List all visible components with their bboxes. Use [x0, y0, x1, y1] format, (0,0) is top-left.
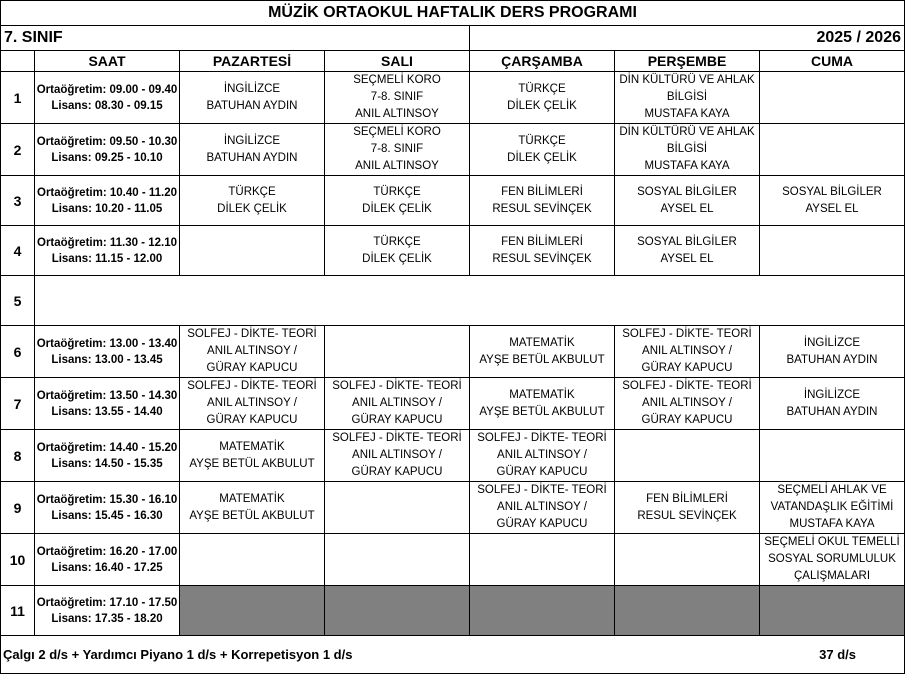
time-ortaogretim: Ortaöğretim: 13.50 - 14.30	[36, 389, 178, 402]
lesson-line: MUSTAFA KAYA	[644, 108, 730, 120]
period-number: 3	[1, 176, 35, 226]
lesson-line: GÜRAY KAPUCU	[351, 414, 443, 426]
lesson-cell-persembe	[615, 176, 760, 226]
period-time	[35, 534, 180, 586]
table-row	[1, 586, 905, 636]
lesson-cell-carsamba	[470, 326, 615, 378]
lesson-line: VATANDAŞLIK EĞİTİMİ	[770, 501, 894, 513]
lesson-line: MATEMATİK	[219, 440, 285, 453]
lesson-cell-cuma	[760, 226, 905, 276]
period-number: 4	[1, 226, 35, 276]
table-row	[1, 124, 905, 176]
lesson-line: ANIL ALTINSOY /	[497, 501, 587, 513]
lesson-line: GÜRAY KAPUCU	[496, 466, 588, 478]
lesson-cell-cuma	[760, 430, 905, 482]
time-lisans: Lisans: 15.45 - 16.30	[51, 509, 163, 522]
lesson-line: AYŞE BETÜL AKBULUT	[479, 405, 605, 418]
lesson-line: TÜRKÇE	[373, 185, 421, 198]
period-number: 5	[1, 276, 35, 326]
lesson-cell-persembe	[615, 378, 760, 430]
lesson-line: GÜRAY KAPUCU	[351, 466, 443, 478]
lesson-line: MUSTAFA KAYA	[644, 160, 730, 172]
lesson-line: MATEMATİK	[219, 492, 285, 505]
lesson-cell-persembe	[615, 72, 760, 124]
time-lisans: Lisans: 13.55 - 14.40	[51, 405, 163, 418]
lesson-cell-cuma	[760, 482, 905, 534]
lesson-line: GÜRAY KAPUCU	[206, 362, 298, 374]
lesson-line: GÜRAY KAPUCU	[641, 362, 733, 374]
lesson-cell-sali	[325, 534, 470, 586]
time-ortaogretim: Ortaöğretim: 14.40 - 15.20	[36, 441, 178, 454]
lesson-line: AYŞE BETÜL AKBULUT	[479, 353, 605, 366]
time-lisans: Lisans: 08.30 - 09.15	[51, 99, 163, 112]
lesson-cell-cuma	[760, 326, 905, 378]
lesson-line: SOLFEJ - DİKTE- TEORİ	[187, 380, 317, 392]
lesson-line: ANIL ALTINSOY /	[352, 397, 442, 409]
lesson-line: SEÇMELİ OKUL TEMELLİ	[764, 536, 900, 548]
time-lisans: Lisans: 13.00 - 13.45	[51, 353, 163, 366]
lesson-cell-pazartesi	[180, 430, 325, 482]
lesson-cell-cuma	[760, 534, 905, 586]
lesson-cell-sali	[325, 430, 470, 482]
lesson-line: ANIL ALTINSOY /	[642, 345, 732, 357]
lesson-line: SOSYAL BİLGİLER	[637, 185, 737, 198]
lesson-cell-sali	[325, 226, 470, 276]
lesson-cell-carsamba	[470, 534, 615, 586]
lesson-cell-pazartesi	[180, 176, 325, 226]
header-persembe: PERŞEMBE	[615, 51, 760, 72]
period-time	[35, 378, 180, 430]
lesson-line: BİLGİSİ	[666, 91, 708, 103]
lesson-line: GÜRAY KAPUCU	[641, 414, 733, 426]
table-row	[1, 326, 905, 378]
lesson-line: SOLFEJ - DİKTE- TEORİ	[622, 380, 752, 392]
lesson-cell-cuma	[760, 586, 905, 636]
lesson-cell-carsamba	[470, 124, 615, 176]
period-number: 2	[1, 124, 35, 176]
header-sali: SALI	[325, 51, 470, 72]
lesson-cell-pazartesi	[180, 124, 325, 176]
lesson-line: SOLFEJ - DİKTE- TEORİ	[187, 328, 317, 340]
lesson-line: RESUL SEVİNÇEK	[637, 509, 737, 522]
lesson-line: FEN BİLİMLERİ	[501, 185, 583, 198]
lesson-line: DİLEK ÇELİK	[507, 151, 577, 164]
lesson-line: BATUHAN AYDIN	[206, 99, 298, 112]
table-row	[1, 534, 905, 586]
lesson-cell-cuma	[760, 124, 905, 176]
lesson-cell-pazartesi	[180, 226, 325, 276]
lesson-line: TÜRKÇE	[518, 134, 566, 147]
lesson-line: TÜRKÇE	[228, 185, 276, 198]
lesson-line: 7-8. SINIF	[370, 91, 424, 103]
lesson-line: SOSYAL BİLGİLER	[782, 185, 882, 198]
table-row	[1, 226, 905, 276]
lesson-cell-sali	[325, 176, 470, 226]
time-ortaogretim: Ortaöğretim: 09.50 - 10.30	[36, 135, 178, 148]
lesson-line: İNGİLİZCE	[803, 388, 861, 401]
school-year: 2025 / 2026	[470, 26, 905, 51]
period-number: 8	[1, 430, 35, 482]
lesson-line: RESUL SEVİNÇEK	[492, 202, 592, 215]
lesson-line: SOLFEJ - DİKTE- TEORİ	[332, 432, 462, 444]
lesson-line: SOSYAL BİLGİLER	[637, 235, 737, 248]
lesson-line: ANIL ALTINSOY	[355, 160, 439, 172]
lesson-line: İNGİLİZCE	[223, 134, 281, 147]
period-time	[35, 226, 180, 276]
period-time	[35, 482, 180, 534]
class-label: 7. SINIF	[1, 26, 470, 51]
lesson-line: ANIL ALTINSOY /	[497, 449, 587, 461]
header-cuma: CUMA	[760, 51, 905, 72]
lesson-line: DİN KÜLTÜRÜ VE AHLAK	[619, 126, 755, 138]
lesson-cell-sali	[325, 378, 470, 430]
lesson-line: DİLEK ÇELİK	[217, 202, 287, 215]
lesson-cell-carsamba	[470, 482, 615, 534]
lesson-line: AYŞE BETÜL AKBULUT	[189, 457, 315, 470]
lunch-break-row	[35, 276, 905, 326]
table-row	[1, 276, 905, 326]
time-lisans: Lisans: 10.20 - 11.05	[51, 202, 163, 215]
lesson-line: AYSEL EL	[660, 252, 714, 265]
time-lisans: Lisans: 11.15 - 12.00	[51, 252, 163, 265]
lesson-line: AYSEL EL	[805, 202, 859, 215]
time-ortaogretim: Ortaöğretim: 13.00 - 13.40	[36, 337, 178, 350]
lesson-line: MATEMATİK	[509, 336, 575, 349]
period-time	[35, 124, 180, 176]
period-time	[35, 72, 180, 124]
lesson-line: SOSYAL SORUMLULUK	[768, 553, 896, 565]
header-pazartesi: PAZARTESİ	[180, 51, 325, 72]
table-row	[1, 72, 905, 124]
lesson-line: 7-8. SINIF	[370, 143, 424, 155]
lesson-line: FEN BİLİMLERİ	[646, 492, 728, 505]
lesson-line: DİLEK ÇELİK	[507, 99, 577, 112]
lesson-line: ANIL ALTINSOY /	[207, 345, 297, 357]
time-ortaogretim: Ortaöğretim: 09.00 - 09.40	[36, 83, 178, 96]
time-ortaogretim: Ortaöğretim: 10.40 - 11.20	[37, 186, 177, 199]
lesson-cell-pazartesi	[180, 534, 325, 586]
lesson-line: ANIL ALTINSOY /	[352, 449, 442, 461]
period-number: 7	[1, 378, 35, 430]
footer-total: 37 d/s	[615, 636, 905, 674]
lesson-line: ANIL ALTINSOY /	[207, 397, 297, 409]
period-time	[35, 176, 180, 226]
lesson-line: SOLFEJ - DİKTE- TEORİ	[622, 328, 752, 340]
lesson-line: SOLFEJ - DİKTE- TEORİ	[477, 432, 607, 444]
lesson-cell-cuma	[760, 378, 905, 430]
lesson-cell-persembe	[615, 124, 760, 176]
lesson-cell-pazartesi	[180, 482, 325, 534]
lesson-cell-pazartesi	[180, 72, 325, 124]
lesson-line: TÜRKÇE	[518, 82, 566, 95]
time-lisans: Lisans: 16.40 - 17.25	[51, 561, 163, 574]
row-number-header-blank	[1, 51, 35, 72]
lesson-cell-cuma	[760, 176, 905, 226]
lesson-line: DİN KÜLTÜRÜ VE AHLAK	[619, 74, 755, 86]
lesson-line: DİLEK ÇELİK	[362, 202, 432, 215]
lesson-cell-sali	[325, 72, 470, 124]
lesson-line: RESUL SEVİNÇEK	[492, 252, 592, 265]
lesson-cell-carsamba	[470, 378, 615, 430]
lesson-line: İNGİLİZCE	[803, 336, 861, 349]
lesson-cell-cuma	[760, 72, 905, 124]
lesson-line: SEÇMELİ AHLAK VE	[777, 484, 887, 496]
lesson-line: SEÇMELİ KORO	[353, 74, 441, 86]
period-time	[35, 430, 180, 482]
period-time	[35, 326, 180, 378]
lesson-cell-carsamba	[470, 226, 615, 276]
header-carsamba: ÇARŞAMBA	[470, 51, 615, 72]
lesson-line: FEN BİLİMLERİ	[501, 235, 583, 248]
period-number: 1	[1, 72, 35, 124]
table-row	[1, 378, 905, 430]
lesson-cell-carsamba	[470, 176, 615, 226]
lesson-line: MUSTAFA KAYA	[789, 518, 875, 530]
time-ortaogretim: Ortaöğretim: 11.30 - 12.10	[37, 236, 177, 249]
lesson-cell-persembe	[615, 430, 760, 482]
lesson-line: SOLFEJ - DİKTE- TEORİ	[477, 484, 607, 496]
lesson-line: GÜRAY KAPUCU	[206, 414, 298, 426]
footer-note: Çalgı 2 d/s + Yardımcı Piyano 1 d/s + Korrepetisyon 1 d/s	[1, 636, 615, 674]
period-number: 10	[1, 534, 35, 586]
lesson-line: DİLEK ÇELİK	[362, 252, 432, 265]
lesson-cell-carsamba	[470, 72, 615, 124]
lesson-cell-persembe	[615, 586, 760, 636]
lesson-line: ANIL ALTINSOY /	[642, 397, 732, 409]
lesson-cell-sali	[325, 482, 470, 534]
lesson-line: BATUHAN AYDIN	[206, 151, 298, 164]
table-row	[1, 176, 905, 226]
lesson-line: GÜRAY KAPUCU	[496, 518, 588, 530]
lesson-line: BATUHAN AYDIN	[786, 405, 878, 418]
period-time	[35, 586, 180, 636]
lesson-cell-pazartesi	[180, 586, 325, 636]
lesson-cell-persembe	[615, 482, 760, 534]
page-title: MÜZİK ORTAOKUL HAFTALIK DERS PROGRAMI	[1, 1, 905, 26]
lesson-line: AYSEL EL	[660, 202, 714, 215]
time-lisans: Lisans: 09.25 - 10.10	[51, 151, 163, 164]
lesson-cell-sali	[325, 124, 470, 176]
period-number: 11	[1, 586, 35, 636]
lesson-cell-carsamba	[470, 586, 615, 636]
lesson-cell-carsamba	[470, 430, 615, 482]
lesson-line: ÇALIŞMALARI	[793, 570, 871, 582]
table-row	[1, 430, 905, 482]
lesson-cell-pazartesi	[180, 326, 325, 378]
lesson-line: MATEMATİK	[509, 388, 575, 401]
lesson-cell-persembe	[615, 326, 760, 378]
lesson-cell-persembe	[615, 226, 760, 276]
time-lisans: Lisans: 14.50 - 15.35	[51, 457, 163, 470]
table-row	[1, 482, 905, 534]
period-number: 6	[1, 326, 35, 378]
lesson-line: BİLGİSİ	[666, 143, 708, 155]
period-number: 9	[1, 482, 35, 534]
lesson-line: ANIL ALTINSOY	[355, 108, 439, 120]
time-ortaogretim: Ortaöğretim: 16.20 - 17.00	[36, 545, 178, 558]
lesson-cell-pazartesi	[180, 378, 325, 430]
lesson-line: İNGİLİZCE	[223, 82, 281, 95]
lesson-cell-sali	[325, 586, 470, 636]
time-lisans: Lisans: 17.35 - 18.20	[51, 612, 163, 625]
lesson-line: SOLFEJ - DİKTE- TEORİ	[332, 380, 462, 392]
lesson-cell-sali	[325, 326, 470, 378]
lesson-line: BATUHAN AYDIN	[786, 353, 878, 366]
lesson-line: TÜRKÇE	[373, 235, 421, 248]
lesson-line: AYŞE BETÜL AKBULUT	[189, 509, 315, 522]
header-saat: SAAT	[35, 51, 180, 72]
lesson-cell-persembe	[615, 534, 760, 586]
time-ortaogretim: Ortaöğretim: 15.30 - 16.10	[36, 493, 178, 506]
lesson-line: SEÇMELİ KORO	[353, 126, 441, 138]
time-ortaogretim: Ortaöğretim: 17.10 - 17.50	[36, 596, 178, 609]
